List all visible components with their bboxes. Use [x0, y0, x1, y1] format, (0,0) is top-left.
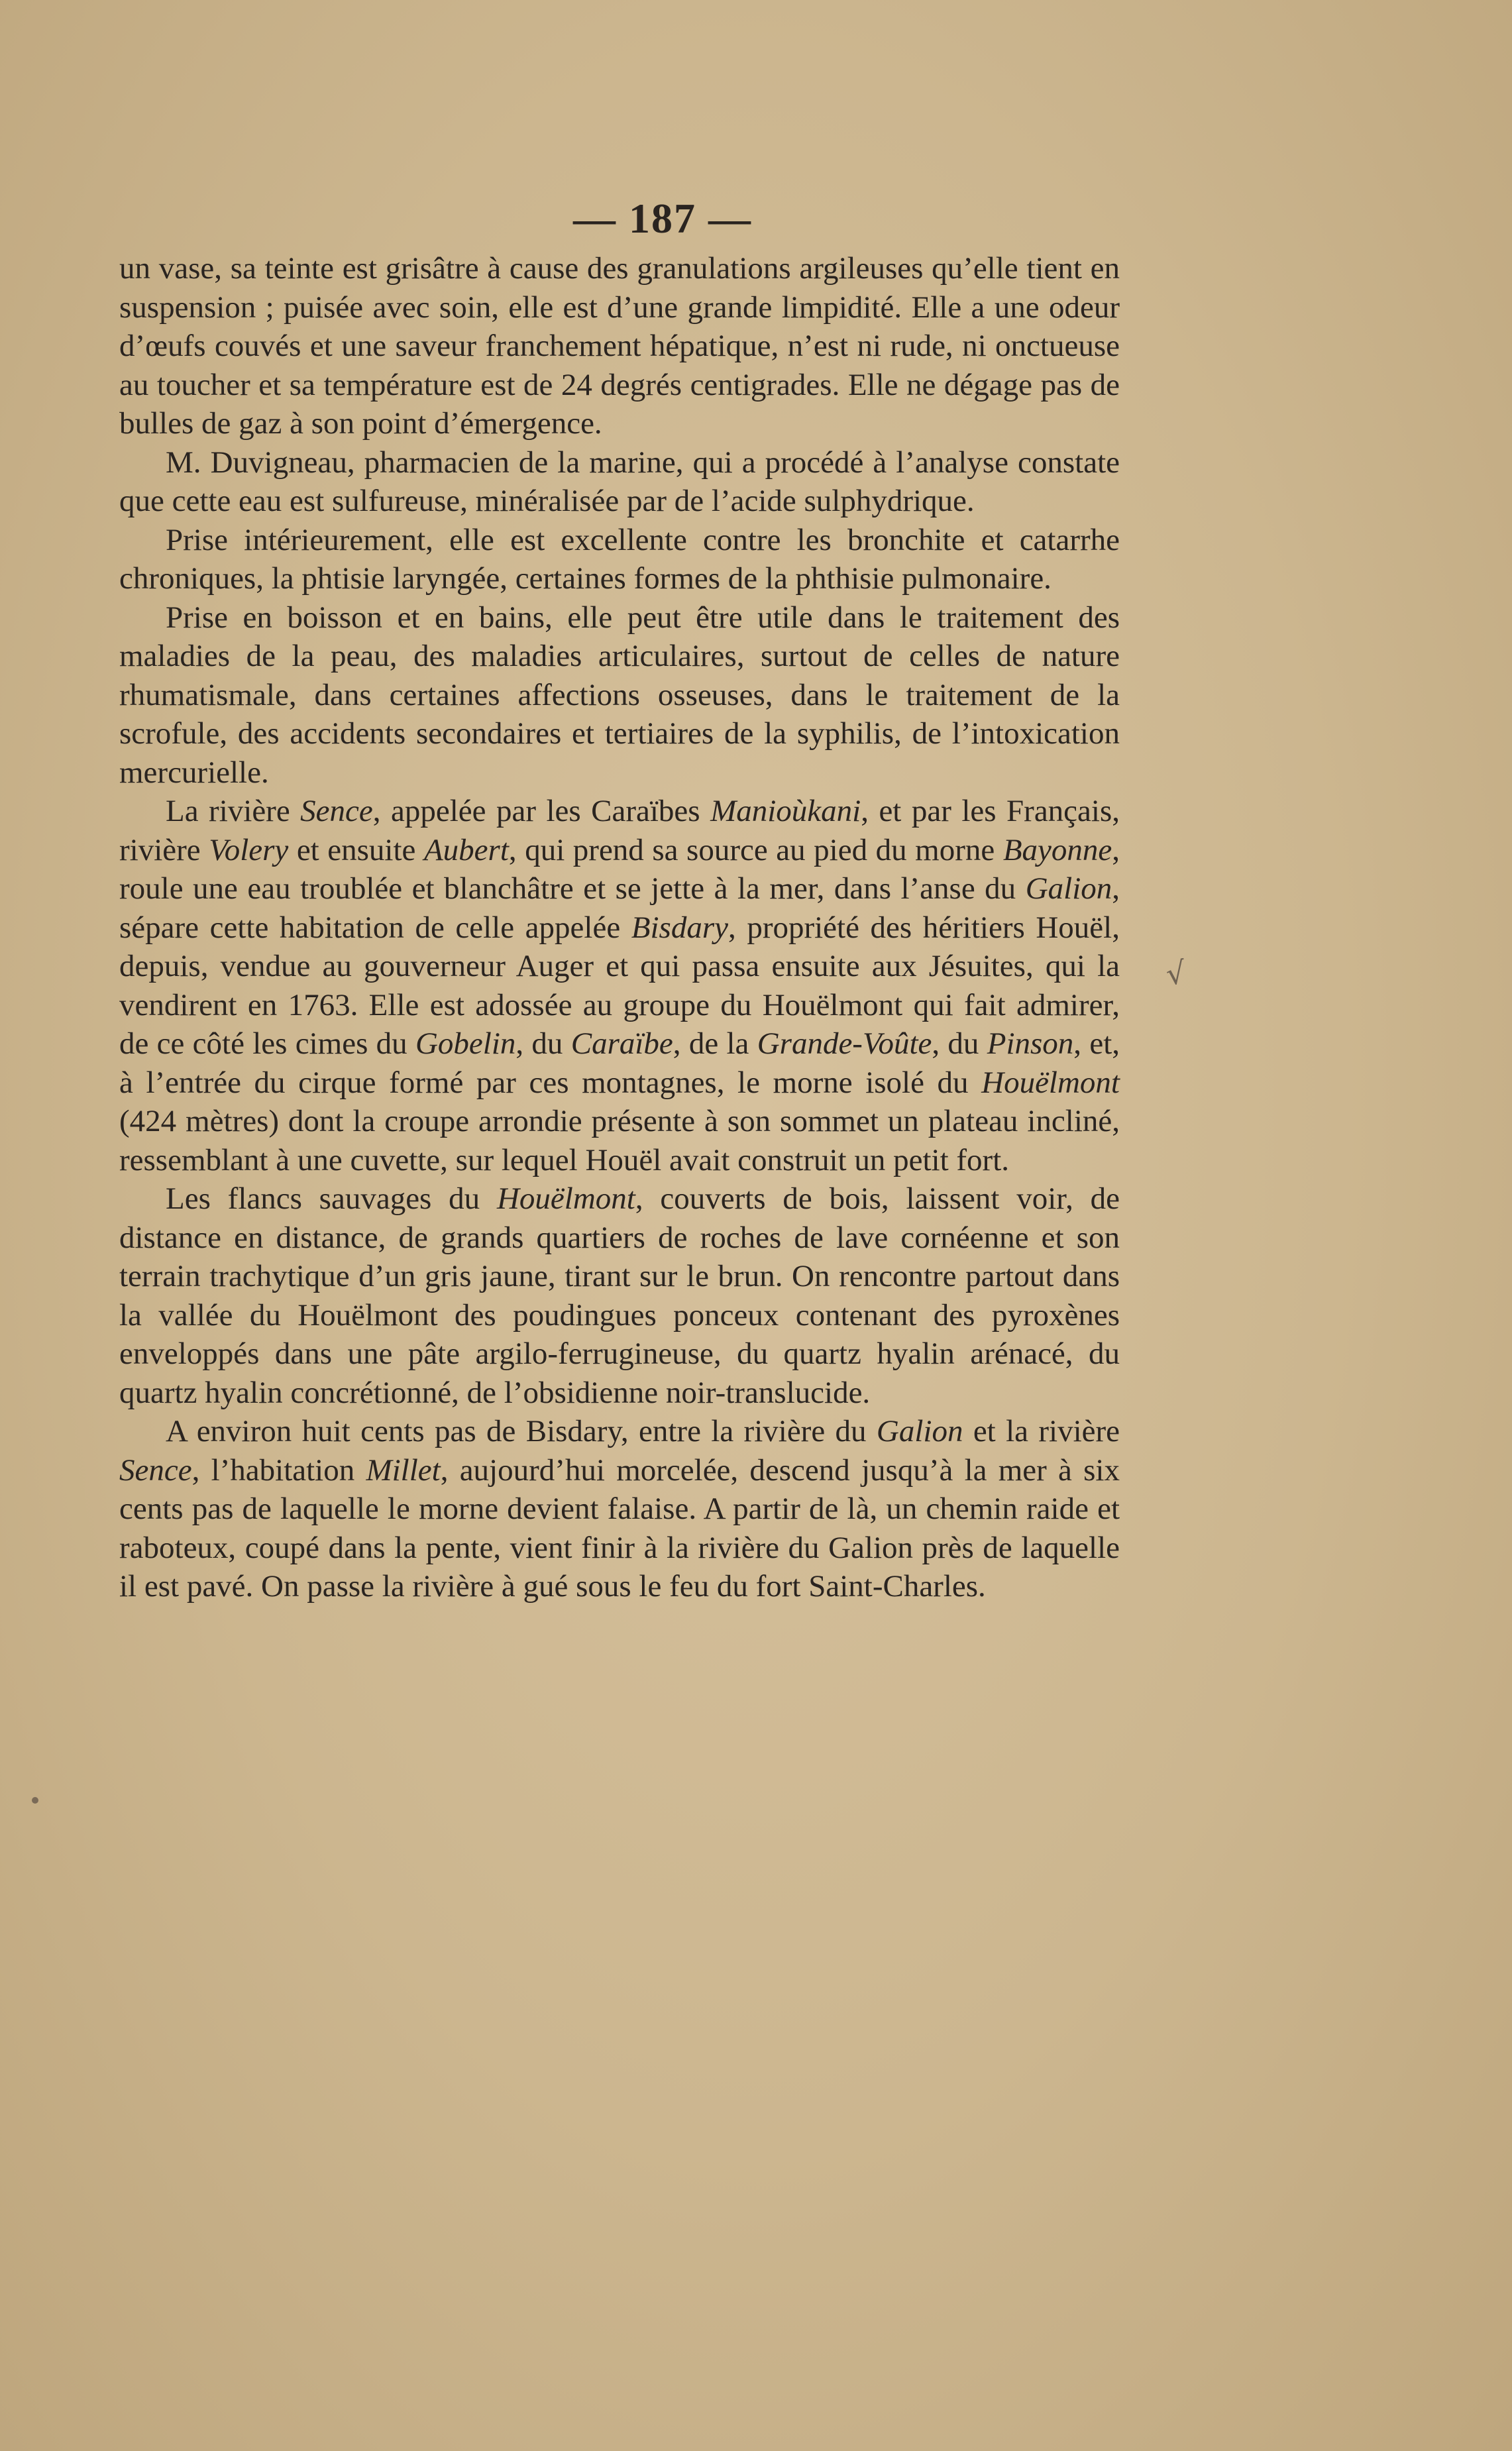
text-run: un vase, sa teinte est grisâtre à cause des granulations argileuses qu’elle tient en suspension ; puisée avec soin, elle est d’une grande limpidité. Elle a une odeur d’œufs couvés et une saveur franchement hépatique, n’est ni rude, ni onctueuse au toucher et sa température est de 24 degrés centigrades. Elle ne dégage pas de bulles de gaz à son point d’émergence. [119, 251, 1120, 441]
text-run: , qui prend sa source au pied du morne [508, 832, 1003, 867]
italic-term: Houëlmont [496, 1181, 635, 1216]
italic-term: Sence [119, 1452, 192, 1488]
text-run: , du [932, 1026, 987, 1061]
text-run: Les flancs sauvages du [166, 1181, 497, 1216]
paragraph [119, 1412, 1120, 1606]
italic-term: Manioùkani [710, 794, 861, 828]
text-run: , aujourd’hui morcelée, descend jusqu’à la mer à six cents pas de laquelle le morne devient falaise. A partir de là, un chemin raide et raboteux, coupé dans la pente, vient finir à la rivière du Galion près de laquelle il est pavé. On passe la rivière à gué sous le feu du fort Saint-Charles. [119, 1452, 1120, 1604]
italic-term: Volery [209, 832, 289, 867]
paragraph [119, 598, 1120, 792]
italic-term: Sence [300, 794, 373, 828]
ink-spot [32, 1797, 38, 1804]
italic-term: Galion [876, 1414, 963, 1448]
italic-term: Gobelin [415, 1026, 516, 1061]
paragraph [119, 249, 1120, 443]
italic-term: Pinson [987, 1026, 1074, 1061]
text-run: , propriété des héritiers Houël, depuis, vendue au gouverneur Auger et qui passa ensuite aux Jésuites, qui la vendirent en 1763. Elle est adossée au groupe du Houëlmont qui fait admirer, de ce côté les cimes du [119, 910, 1120, 1061]
paragraph [119, 792, 1120, 1179]
italic-term: Bayonne [1002, 832, 1112, 867]
text-run: A environ huit cents pas de Bisdary, entre la rivière du [166, 1414, 877, 1448]
text-run: Prise en boisson et en bains, elle peut être utile dans le traitement des maladies de la peau, des maladies articulaires, surtout de celles de nature rhumatismale, dans certaines affections osseuses, dans le traitement de la scrofule, des accidents secondaires et tertiaires de la syphilis, de l’intoxication mercurielle. [119, 600, 1120, 790]
text-run: , couverts de bois, laissent voir, de distance en distance, de grands quartiers de roches de lave cornéenne et son terrain trachytique d’un gris jaune, tirant sur le brun. On rencontre partout dans la vallée du Houëlmont des poudingues ponceux contenant des pyroxènes enveloppés dans une pâte argilo-ferrugineuse, du quartz hyalin arénacé, du quartz hyalin concrétionné, de l’obsidienne noir-translucide. [119, 1181, 1120, 1410]
italic-term: Galion [1025, 871, 1112, 906]
text-run: , appelée par les Caraïbes [372, 794, 711, 828]
text-run: La rivière [166, 794, 301, 828]
paragraph [119, 1179, 1120, 1412]
italic-term: Millet [366, 1452, 441, 1488]
text-run: , du [515, 1026, 571, 1061]
text-run: (424 mètres) dont la croupe arrondie présente à son sommet un plateau incliné, ressemblant à une cuvette, sur lequel Houël avait construit un petit fort. [119, 1104, 1120, 1177]
text-run: , et par les Français, rivière [119, 794, 1120, 867]
text-run: et la rivière [963, 1414, 1120, 1448]
book-page [119, 192, 1120, 1606]
italic-term: Houëlmont [981, 1065, 1120, 1100]
italic-term: Bisdary [631, 910, 728, 945]
text-run: et ensuite [288, 832, 424, 867]
text-run: , roule une eau troublée et blanchâtre et se jette à la mer, dans l’anse du [119, 832, 1120, 906]
text-run: M. Duvigneau, pharmacien de la marine, qui a procédé à l’analyse constate que cette eau est sulfureuse, minéralisée par de l’acide sulphydrique. [119, 445, 1120, 518]
body-text [119, 249, 1120, 1606]
text-run: , et, à l’entrée du cirque formé par ces montagnes, le morne isolé du [119, 1026, 1120, 1100]
text-run: Prise intérieurement, elle est excellente contre les bronchite et catarrhe chroniques, la phtisie laryngée, certaines formes de la phthisie pulmonaire. [119, 522, 1120, 596]
paragraph [119, 521, 1120, 598]
text-run: , sépare cette habitation de celle appelée [119, 871, 1120, 945]
text-run: , l’habitation [191, 1452, 366, 1488]
italic-term: Aubert [423, 832, 509, 867]
paragraph [119, 443, 1120, 521]
margin-check-mark: √ [1163, 954, 1188, 993]
italic-term: Caraïbe [570, 1026, 673, 1061]
page-number: — 187 — [573, 195, 752, 242]
text-run: , de la [673, 1026, 757, 1061]
italic-term: Grande-Voûte [757, 1026, 932, 1061]
